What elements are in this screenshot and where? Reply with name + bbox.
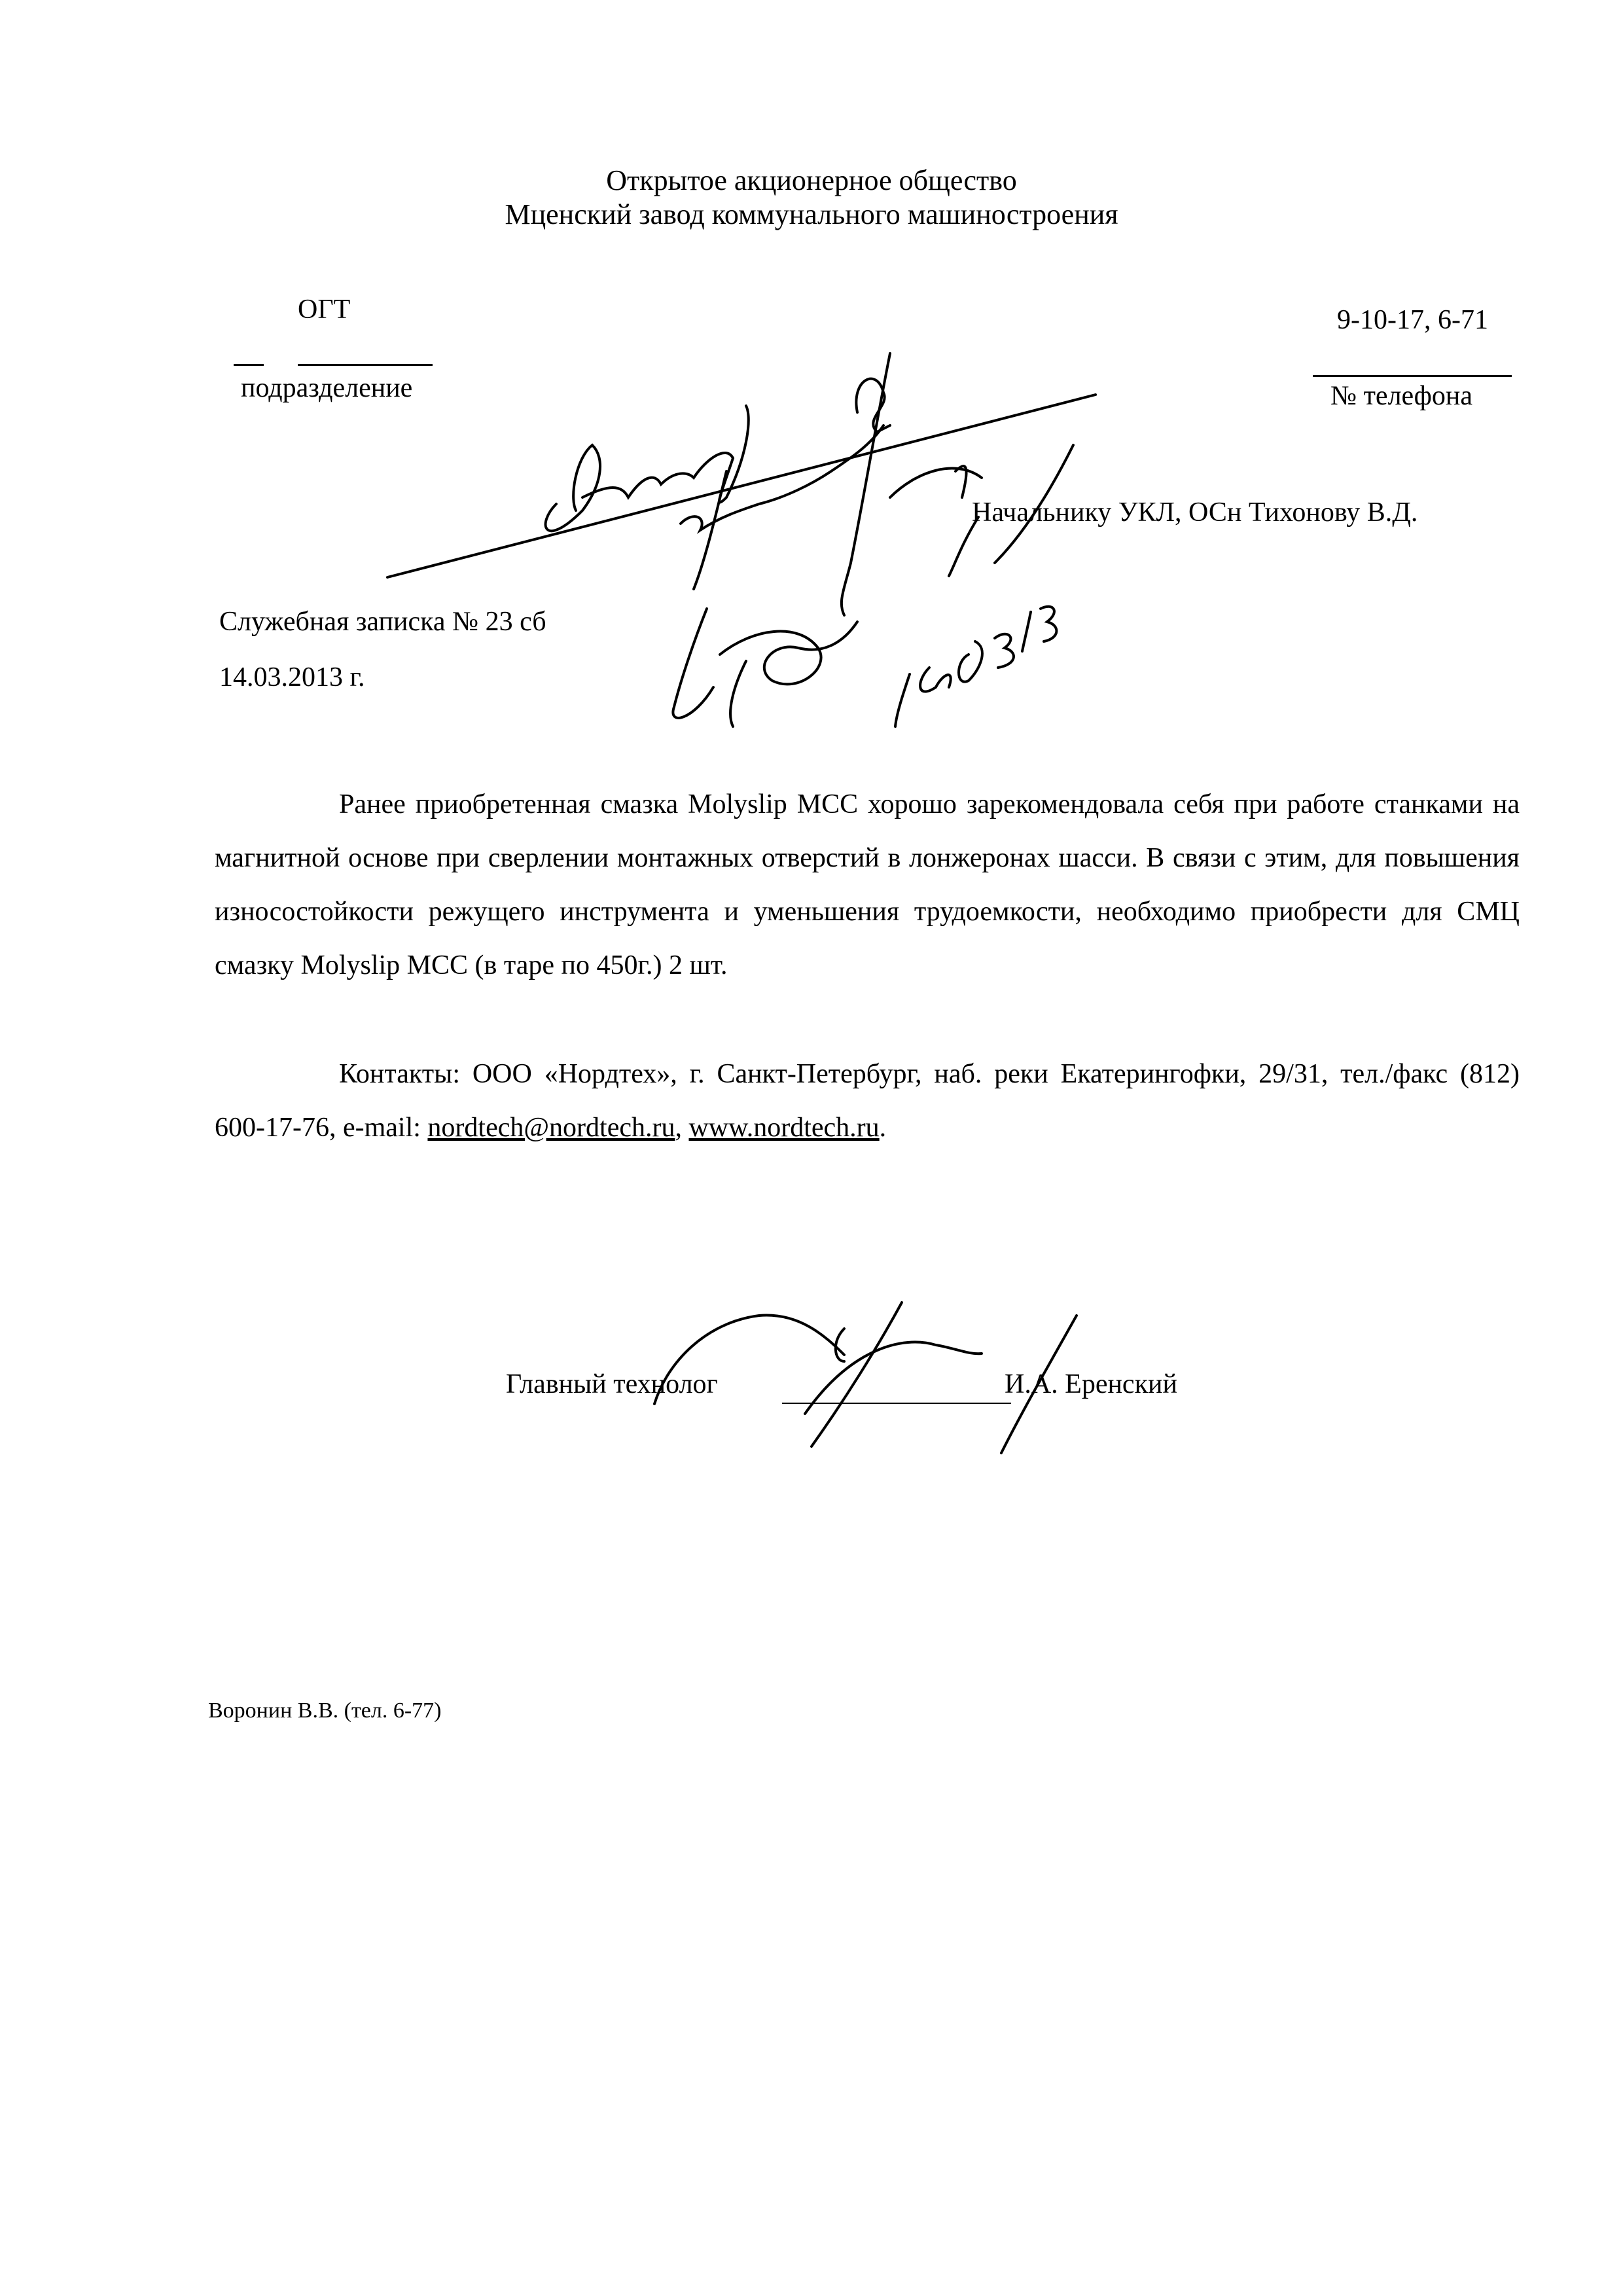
website-link[interactable]: www.nordtech.ru	[688, 1113, 880, 1143]
signatory-position: Главный технолог	[506, 1369, 718, 1399]
email-link[interactable]: nordtech@nordtech.ru	[427, 1113, 675, 1143]
organization-name: Мценский завод коммунального машиностроения	[505, 198, 1118, 230]
contacts-separator: ,	[675, 1113, 689, 1143]
contacts-end: .	[879, 1113, 887, 1143]
body-paragraph-contacts	[215, 1047, 1520, 1155]
department-rule-short	[234, 364, 264, 366]
handwritten-date-note-icon	[895, 607, 1056, 726]
phone-rule	[1313, 375, 1512, 377]
contacts-text: Контакты: ООО «Нордтех», г. Санкт-Петербург, наб. реки Екатерингофки, 29/31, тел./факс (812) 600-17-76, e-mail:	[215, 1059, 1520, 1143]
addressee: Начальнику УКЛ, ОСн Тихонову В.Д.	[972, 497, 1418, 528]
memo-date: 14.03.2013 г.	[219, 662, 365, 692]
handwritten-resolution-icon	[387, 353, 1096, 726]
signatory-name: И.А. Еренский	[1005, 1369, 1177, 1399]
body-paragraph-request-text: Ранее приобретенная смазка Molyslip MCC хорошо зарекомендовала себя при работе станками на магнитной основе при сверлении монтажных отверстий в лонжеронах шасси. В связи с этим, для повышения износостойкости режущего инструмента и уменьшения трудоемкости, необходимо приобрести для СМЦ смазку Molyslip MCC (в таре по 450г.) 2 шт.	[215, 789, 1520, 980]
memo-title: Служебная записка № 23 сб	[219, 607, 546, 637]
department-rule	[298, 364, 433, 366]
organization-type: Открытое акционерное общество	[606, 164, 1017, 196]
phone-value: 9-10-17, 6-71	[1337, 305, 1488, 335]
body-paragraph-request	[215, 778, 1520, 992]
department-label: подразделение	[241, 373, 413, 403]
executor-info: Воронин В.В. (тел. 6-77)	[208, 1698, 442, 1723]
department-value: ОГТ	[298, 295, 351, 325]
phone-label: № телефона	[1330, 381, 1473, 411]
signature-line	[782, 1403, 1011, 1404]
